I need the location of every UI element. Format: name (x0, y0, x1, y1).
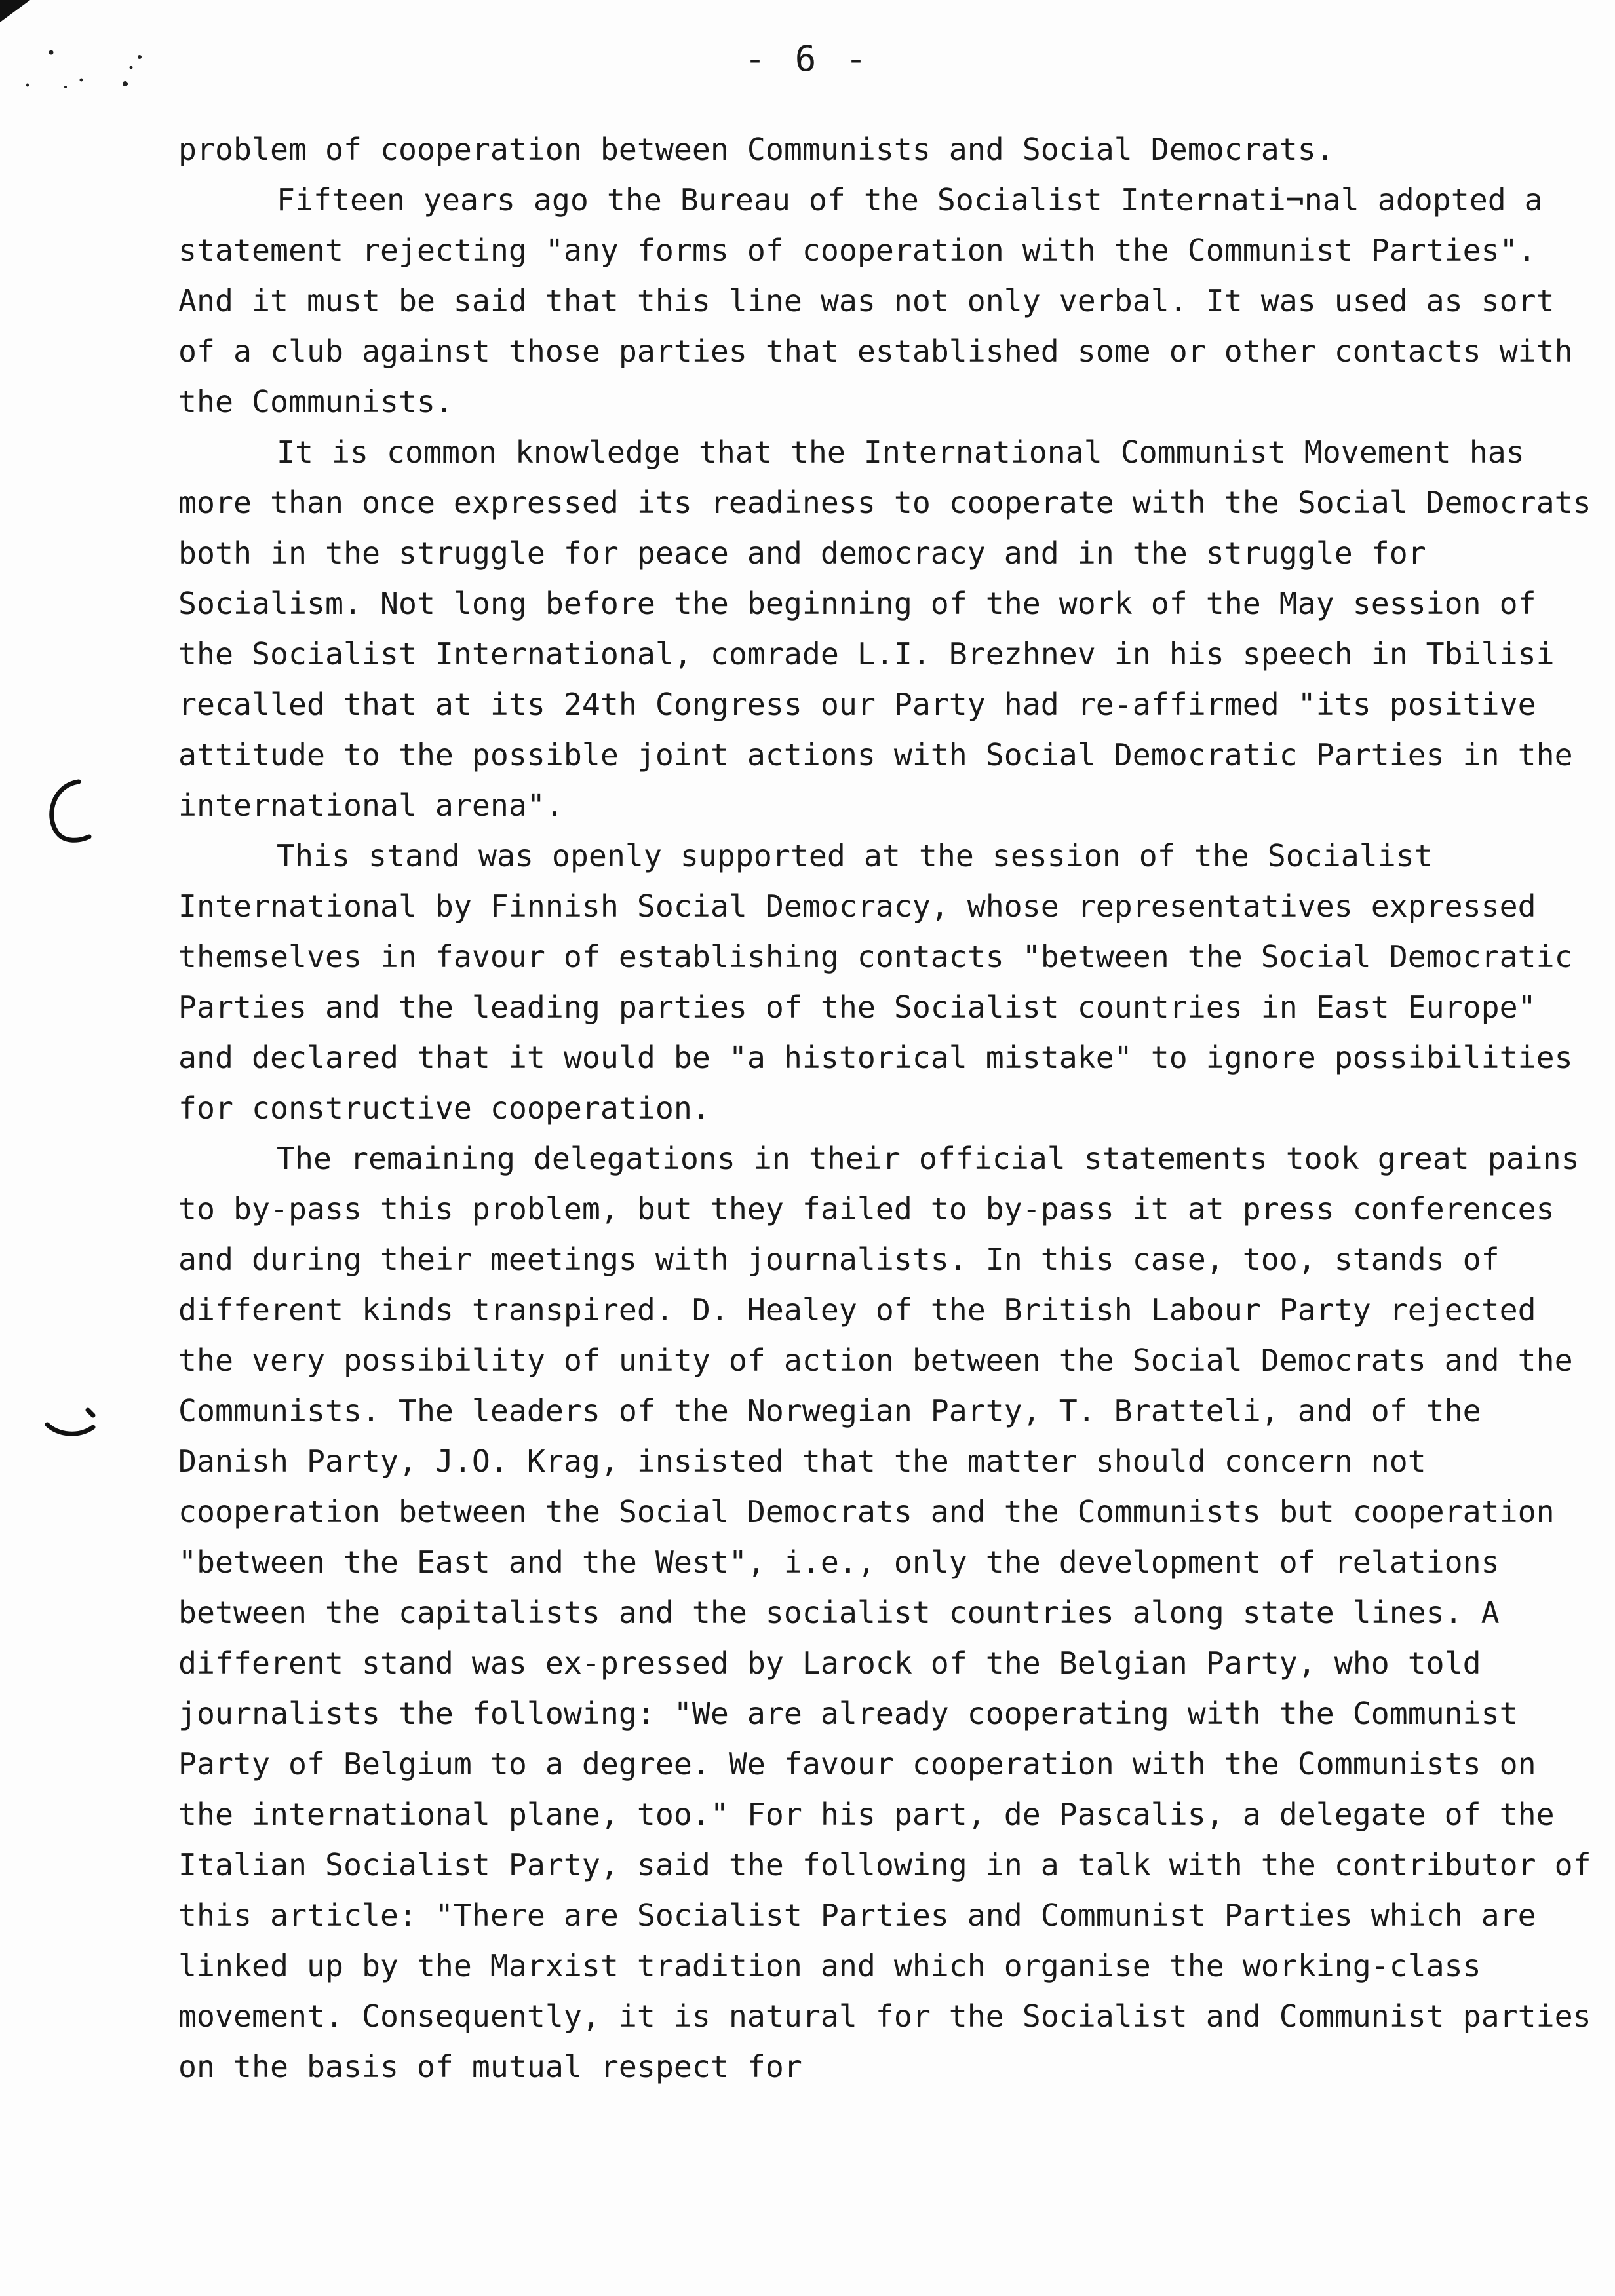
corner-scan-mark (0, 0, 30, 22)
margin-hole-mark (42, 1396, 101, 1455)
body-text (178, 124, 1594, 2092)
paragraph: The remaining delegations in their official statements took great pains to by-pass this problem, but they failed to by-pass it at press conferences and during their meetings with journalists. In this case, too, stands of different kinds transpired. D. Healey of the British Labour Party rejected the very possibility of unity of action between the Social Democrats and the Communists. The leaders of the Norwegian Party, T. Bratteli, and of the Danish Party, J.O. Krag, insisted that the matter should concern not cooperation between the Social Democrats and the Communists but cooperation "between the East and the West", i.e., only the development of relations between the capitalists and the socialist countries along state lines. A different stand was ex-pressed by Larock of the Belgian Party, who told journalists the following: "We are already cooperating with the Communist Party of Belgium to a degree. We favour cooperation with the Communists on the international plane, too." For his part, de Pascalis, a delegate of the Italian Socialist Party, said the following in a talk with the contributor of this article: "There are Socialist Parties and Communist Parties which are linked up by the Marxist tradition and which organise the working-class movement. Consequently, it is natural for the Socialist and Communist parties on the basis of mutual respect for (178, 1141, 1591, 2084)
paragraph: Fifteen years ago the Bureau of the Socialist Internati¬nal adopted a statement rejecting "any forms of cooperation with the Communist Parties". And it must be said that this line was not only verbal. It was used as sort of a club against those parties that established some or other contacts with the Communists. (178, 182, 1573, 419)
margin-hole-mark (41, 776, 93, 849)
paragraph: It is common knowledge that the International Communist Movement has more than once expressed its readiness to cooperate with the Social Democrats both in the struggle for peace and democracy and in the struggle for Socialism. Not long before the beginning of the work of the May session of the Socialist International, comrade L.I. Brezhnev in his speech in Tbilisi recalled that at its 24th Congress our Party had re-affirmed "its positive attitude to the possible joint actions with Social Democratic Parties in the international arena". (178, 434, 1591, 823)
paragraph: This stand was openly supported at the session of the Socialist International by Finnish Social Democracy, whose representatives expressed themselves in favour of establishing contacts "between the Social Democratic Parties and the leading parties of the Socialist countries in East Europe" and declared that it would be "a historical mistake" to ignore possibilities for constructive cooperation. (178, 838, 1573, 1126)
paragraph: problem of cooperation between Communists and Social Democrats. (178, 132, 1334, 167)
page-number: - 6 - (744, 38, 871, 79)
